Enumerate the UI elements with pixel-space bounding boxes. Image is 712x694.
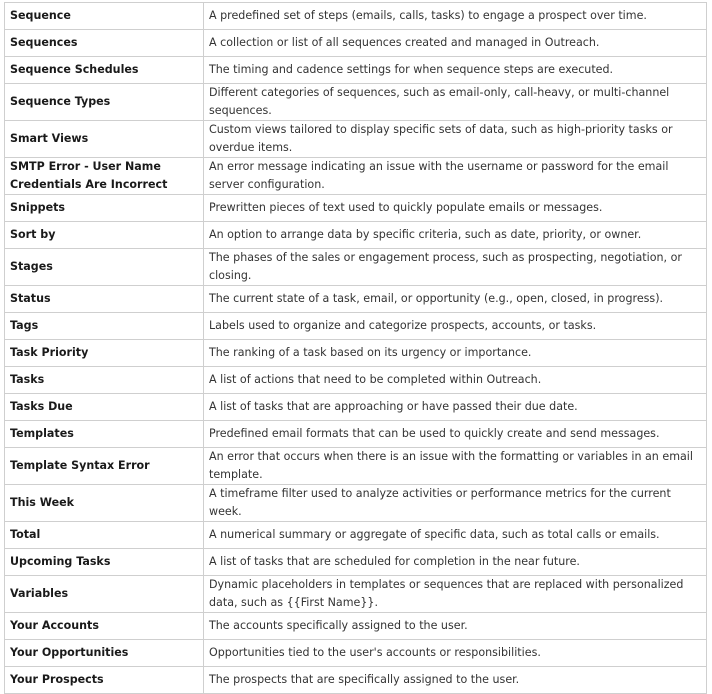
- definition-cell: Predefined email formats that can be used to quickly create and send messages.: [204, 421, 707, 448]
- table-row: [5, 249, 707, 286]
- term-cell: Sequence Schedules: [5, 57, 204, 84]
- definition-cell: Opportunities tied to the user's accounts or responsibilities.: [204, 640, 707, 667]
- term-cell: Task Priority: [5, 340, 204, 367]
- term-cell: Tasks Due: [5, 394, 204, 421]
- definition-cell: A list of tasks that are approaching or have passed their due date.: [204, 394, 707, 421]
- definition-cell: Different categories of sequences, such as email-only, call-heavy, or multi-channel sequences.: [204, 84, 707, 121]
- term-cell: Your Opportunities: [5, 640, 204, 667]
- definition-cell: Dynamic placeholders in templates or sequences that are replaced with personalized data, such as {{First Name}}.: [204, 576, 707, 613]
- table-row: [5, 57, 707, 84]
- table-row: [5, 522, 707, 549]
- definition-cell: The timing and cadence settings for when sequence steps are executed.: [204, 57, 707, 84]
- table-row: [5, 30, 707, 57]
- term-cell: Stages: [5, 249, 204, 286]
- table-row: [5, 195, 707, 222]
- table-row: [5, 394, 707, 421]
- term-cell: Template Syntax Error: [5, 448, 204, 485]
- table-row: [5, 421, 707, 448]
- term-cell: Your Prospects: [5, 667, 204, 694]
- table-row: [5, 367, 707, 394]
- definition-cell: Prewritten pieces of text used to quickly populate emails or messages.: [204, 195, 707, 222]
- term-cell: This Week: [5, 485, 204, 522]
- table-row: [5, 222, 707, 249]
- definition-cell: Labels used to organize and categorize prospects, accounts, or tasks.: [204, 313, 707, 340]
- table-row: [5, 576, 707, 613]
- table-row: [5, 485, 707, 522]
- definition-cell: A numerical summary or aggregate of specific data, such as total calls or emails.: [204, 522, 707, 549]
- table-row: [5, 667, 707, 694]
- table-row: [5, 121, 707, 158]
- table-row: [5, 286, 707, 313]
- glossary-table-body: [5, 3, 707, 694]
- table-row: [5, 158, 707, 195]
- definition-cell: Custom views tailored to display specific sets of data, such as high-priority tasks or overdue items.: [204, 121, 707, 158]
- definition-cell: The prospects that are specifically assigned to the user.: [204, 667, 707, 694]
- definition-cell: The accounts specifically assigned to the user.: [204, 613, 707, 640]
- definition-cell: A list of actions that need to be completed within Outreach.: [204, 367, 707, 394]
- table-row: [5, 340, 707, 367]
- definition-cell: A timeframe filter used to analyze activities or performance metrics for the current week.: [204, 485, 707, 522]
- term-cell: Variables: [5, 576, 204, 613]
- definition-cell: A predefined set of steps (emails, calls, tasks) to engage a prospect over time.: [204, 3, 707, 30]
- term-cell: Upcoming Tasks: [5, 549, 204, 576]
- table-row: [5, 3, 707, 30]
- definition-cell: The ranking of a task based on its urgency or importance.: [204, 340, 707, 367]
- table-row: [5, 640, 707, 667]
- term-cell: Your Accounts: [5, 613, 204, 640]
- term-cell: Total: [5, 522, 204, 549]
- term-cell: Templates: [5, 421, 204, 448]
- definition-cell: An error that occurs when there is an issue with the formatting or variables in an email template.: [204, 448, 707, 485]
- term-cell: Tasks: [5, 367, 204, 394]
- definition-cell: An option to arrange data by specific criteria, such as date, priority, or owner.: [204, 222, 707, 249]
- table-row: [5, 84, 707, 121]
- term-cell: Snippets: [5, 195, 204, 222]
- term-cell: SMTP Error - User Name Credentials Are Incorrect: [5, 158, 204, 195]
- definition-cell: The phases of the sales or engagement process, such as prospecting, negotiation, or closing.: [204, 249, 707, 286]
- table-row: [5, 549, 707, 576]
- term-cell: Status: [5, 286, 204, 313]
- table-row: [5, 448, 707, 485]
- term-cell: Smart Views: [5, 121, 204, 158]
- glossary-table: [4, 2, 707, 694]
- term-cell: Sequences: [5, 30, 204, 57]
- term-cell: Sort by: [5, 222, 204, 249]
- definition-cell: An error message indicating an issue with the username or password for the email server configuration.: [204, 158, 707, 195]
- term-cell: Sequence: [5, 3, 204, 30]
- table-row: [5, 613, 707, 640]
- definition-cell: The current state of a task, email, or opportunity (e.g., open, closed, in progress).: [204, 286, 707, 313]
- definition-cell: A collection or list of all sequences created and managed in Outreach.: [204, 30, 707, 57]
- term-cell: Tags: [5, 313, 204, 340]
- definition-cell: A list of tasks that are scheduled for completion in the near future.: [204, 549, 707, 576]
- term-cell: Sequence Types: [5, 84, 204, 121]
- table-row: [5, 313, 707, 340]
